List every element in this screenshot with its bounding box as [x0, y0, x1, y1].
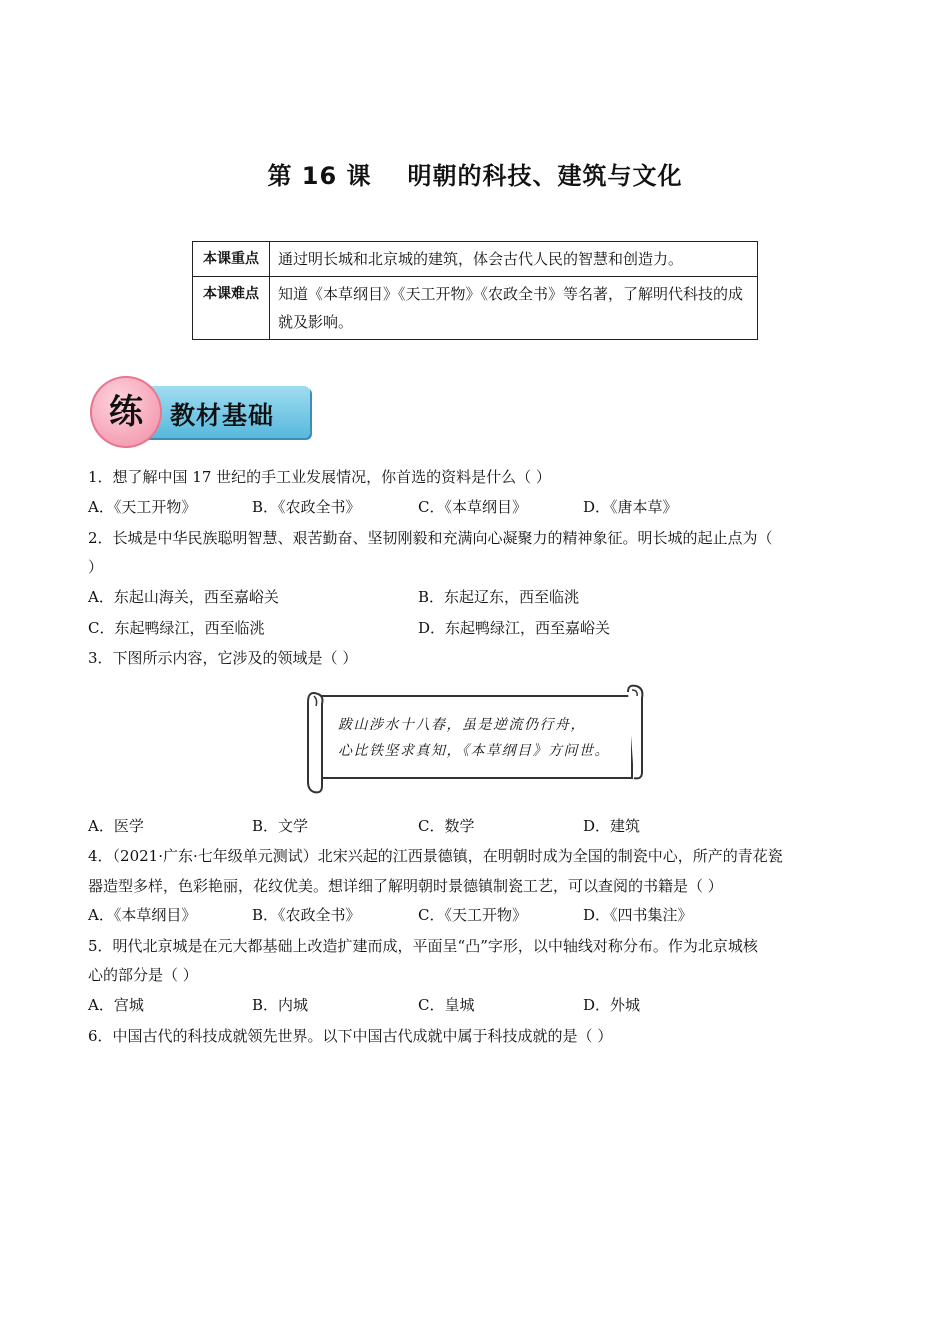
q5-option-b[interactable]: B．内城	[252, 996, 309, 1014]
question-5: 5．明代北京城是在元大都基础上改造扩建而成，平面呈“凸”字形，以中轴线对称分布。作为北京城核	[88, 937, 758, 955]
q1-option-b[interactable]: B．《农政全书》	[252, 498, 361, 516]
objective-row	[193, 242, 758, 277]
question-1: 1．想了解中国 17 世纪的手工业发展情况，你首选的资料是什么（ ）	[88, 468, 551, 486]
q5-option-d[interactable]: D．外城	[583, 996, 641, 1014]
question-3: 3．下图所示内容，它涉及的领域是（ ）	[88, 649, 358, 667]
q4-option-d[interactable]: D．《四书集注》	[583, 906, 693, 924]
poem-line: 心比铁坚求真知，《本草纲目》方问世。	[338, 743, 610, 759]
q4-option-c[interactable]: C．《天工开物》	[418, 906, 527, 924]
q4-option-a[interactable]: A．《本草纲目》	[88, 906, 197, 924]
question-2-cont: ）	[88, 558, 104, 576]
objective-key: 本课重点	[193, 242, 270, 277]
section-badge	[88, 376, 314, 448]
objective-text: 知道《本草纲目》《天工开物》《农政全书》等名著，了解明代科技的成就及影响。	[270, 277, 758, 340]
objectives-table	[192, 241, 758, 340]
section-mark: 练	[90, 376, 162, 448]
lesson-number: 第 16 课	[267, 162, 372, 190]
q3-option-b[interactable]: B．文学	[252, 817, 309, 835]
question-2: 2．长城是中华民族聪明智慧、艰苦勤奋、坚韧刚毅和充满向心凝聚力的精神象征。明长城的起止点为（	[88, 529, 773, 547]
q1-option-d[interactable]: D．《唐本草》	[583, 498, 678, 516]
page-title	[0, 156, 950, 191]
q2-option-d[interactable]: D．东起鸭绿江，西至嘉峪关	[418, 619, 611, 637]
q3-option-a[interactable]: A．医学	[88, 817, 144, 835]
section-label: 教材基础	[170, 401, 275, 430]
q1-option-c[interactable]: C．《本草纲目》	[418, 498, 527, 516]
q5-option-a[interactable]: A．宫城	[88, 996, 144, 1014]
q3-option-c[interactable]: C．数学	[418, 817, 475, 835]
question-6: 6．中国古代的科技成就领先世界。以下中国古代成就中属于科技成就的是（ ）	[88, 1027, 613, 1045]
objective-text: 通过明长城和北京城的建筑，体会古代人民的智慧和创造力。	[270, 242, 758, 277]
q2-option-c[interactable]: C．东起鸭绿江，西至临洮	[88, 619, 265, 637]
poem-text	[338, 712, 610, 764]
q4-option-b[interactable]: B．《农政全书》	[252, 906, 361, 924]
q5-option-c[interactable]: C．皇城	[418, 996, 475, 1014]
objective-key: 本课难点	[193, 277, 270, 340]
objective-row	[193, 277, 758, 340]
q2-option-a[interactable]: A．东起山海关，西至嘉峪关	[88, 588, 279, 606]
question-5-cont: 心的部分是（ ）	[88, 966, 198, 984]
q2-option-b[interactable]: B．东起辽东，西至临洮	[418, 588, 580, 606]
q3-option-d[interactable]: D．建筑	[583, 817, 641, 835]
lesson-name: 明朝的科技、建筑与文化	[407, 162, 683, 190]
q1-option-a[interactable]: A．《天工开物》	[88, 498, 197, 516]
poem-scroll	[300, 682, 650, 798]
question-4-cont: 器造型多样，色彩艳丽，花纹优美。想详细了解明朝时景德镇制瓷工艺，可以查阅的书籍是（ ）	[88, 877, 723, 895]
poem-line: 跋山涉水十八春，虽是逆流仍行舟，	[338, 717, 586, 733]
question-4: 4．（2021·广东·七年级单元测试）北宋兴起的江西景德镇，在明朝时成为全国的制瓷中心，所产的青花瓷	[88, 847, 783, 865]
